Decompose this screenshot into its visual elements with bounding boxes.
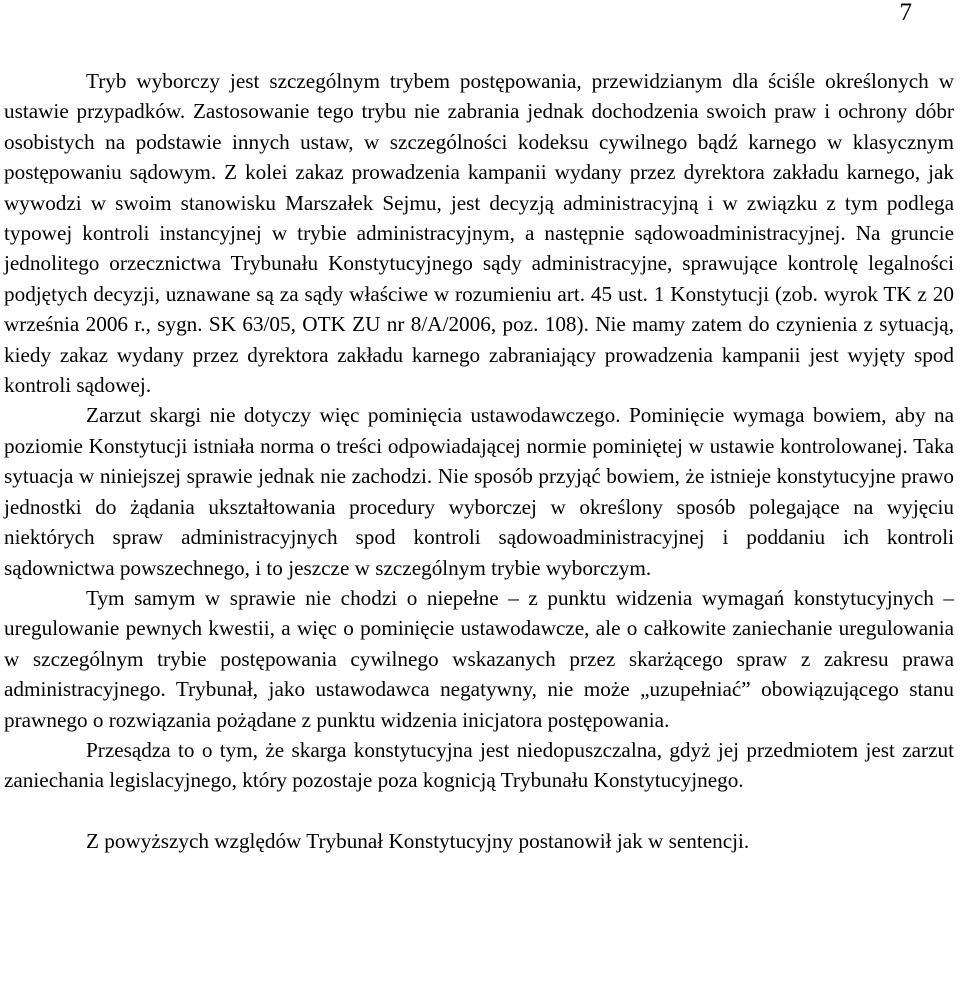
paragraph-3: Tym samym w sprawie nie chodzi o niepełne – z punktu widzenia wymagań konstytucyjnych – uregulowanie pewnych kwestii, a więc o pominięcie ustawodawcze, ale o całkowite zaniechanie uregulowania w szczególnym trybie postępowania cywilnego wskazanych przez skarżącego spraw z zakresu prawa administracyjnego. Trybunał, jako ustawodawca negatywny, nie może „uzupełniać” obowiązującego stanu prawnego o rozwiązania pożądane z punktu widzenia inicjatora postępowania. [4, 585, 954, 732]
closing-sentence: Z powyższych względów Trybunał Konstytucyjny postanowił jak w sentencji. [86, 828, 750, 853]
page-number: 7 [899, 0, 912, 26]
paragraph-4: Przesądza to o tym, że skarga konstytucyjna jest niedopuszczalna, gdyż jej przedmiotem jest zarzut zaniechania legislacyjnego, który pozostaje poza kognicją Trybunału Konstytucyjnego. [4, 737, 954, 793]
paragraph-2: Zarzut skargi nie dotyczy więc pominięcia ustawodawczego. Pominięcie wymaga bowiem, aby na poziomie Konstytucji istniała norma o treści odpowiadającej normie pominiętej w ustawie kontrolowanej. Taka sytuacja w niniejszej sprawie jednak nie zachodzi. Nie sposób przyjąć bowiem, że istnieje konstytucyjne prawo jednostki do żądania ukształtowania procedury wyborczej w określony sposób polegające na wyjęciu niektórych spraw administracyjnych spod kontroli sądowoadministracyjnej i poddaniu ich kontroli sądownictwa powszechnego, i to jeszcze w szczególnym trybie wyborczym. [4, 403, 954, 580]
document-body [4, 66, 954, 856]
paragraph-1: Tryb wyborczy jest szczególnym trybem postępowania, przewidzianym dla ściśle określonych w ustawie przypadków. Zastosowanie tego trybu nie zabrania jednak dochodzenia swoich praw i ochrony dóbr osobistych na podstawie innych ustaw, w szczególności kodeksu cywilnego bądź karnego w klasycznym postępowaniu sądowym. Z kolei zakaz prowadzenia kampanii wydany przez dyrektora zakładu karnego, jak wywodzi w swoim stanowisku Marszałek Sejmu, jest decyzją administracyjną i w związku z tym podlega typowej kontroli instancyjnej w trybie administracyjnym, a następnie sądowoadministracyjnej. Na gruncie jednolitego orzecznictwa Trybunału Konstytucyjnego sądy administracyjne, sprawujące kontrolę legalności podjętych decyzji, uznawane są za sądy właściwe w rozumieniu art. 45 ust. 1 Konstytucji (zob. wyrok TK z 20 września 2006 r., sygn. SK 63/05, OTK ZU nr 8/A/2006, poz. 108). Nie mamy zatem do czynienia z sytuacją, kiedy zakaz wydany przez dyrektora zakładu karnego zabraniający prowadzenia kampanii jest wyjęty spod kontroli sądowej. [4, 69, 954, 398]
